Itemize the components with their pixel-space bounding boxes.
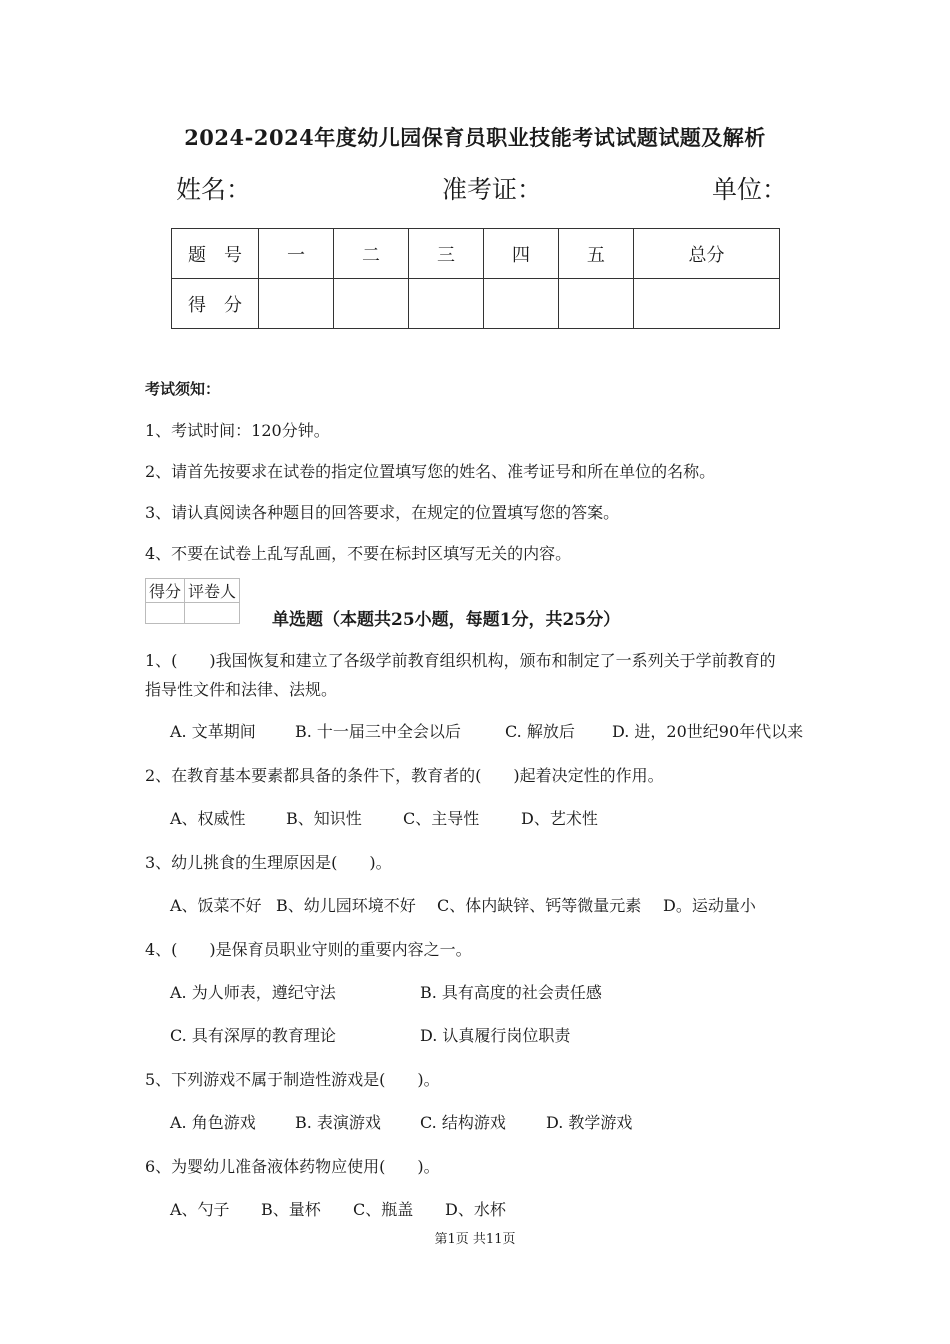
question-4-option-b[interactable]: B. 具有高度的社会责任感: [420, 983, 602, 1002]
grader-box-score-label: 得分: [146, 579, 185, 603]
question-1-option-d[interactable]: D. 进，20世纪90年代以来: [612, 722, 804, 741]
score-table: [171, 228, 780, 329]
question-6-option-b[interactable]: B、量杯: [261, 1200, 321, 1219]
question-6-option-a[interactable]: A、勺子: [170, 1200, 230, 1219]
header-cell-total: 总分: [633, 229, 779, 279]
question-6-stem: 6、为婴幼儿准备液体药物应使用( )。: [145, 1157, 440, 1176]
question-3-option-c[interactable]: C、体内缺锌、钙等微量元素: [437, 896, 642, 915]
score-cell-3[interactable]: [408, 279, 483, 329]
score-cell-2[interactable]: [333, 279, 408, 329]
question-4-option-d[interactable]: D. 认真履行岗位职责: [420, 1026, 571, 1045]
question-2-option-d[interactable]: D、艺术性: [521, 809, 598, 828]
question-1-stem-cont: 指导性文件和法律、法规。: [145, 680, 338, 699]
header-cell-question-number: 题 号: [172, 229, 259, 279]
question-1-stem: 1、( )我国恢复和建立了各级学前教育组织机构，颁布和制定了一系列关于学前教育的: [145, 651, 776, 670]
score-table-header-row: [172, 229, 780, 279]
question-4-option-c[interactable]: C. 具有深厚的教育理论: [170, 1026, 336, 1045]
question-6-option-c[interactable]: C、瓶盖: [353, 1200, 414, 1219]
score-cell-1[interactable]: [259, 279, 334, 329]
question-3-option-d[interactable]: D。运动量小: [663, 896, 756, 915]
question-4-option-a[interactable]: A. 为人师表，遵纪守法: [170, 983, 336, 1002]
question-1-option-c[interactable]: C. 解放后: [505, 722, 575, 741]
question-1-option-b[interactable]: B. 十一届三中全会以后: [295, 722, 461, 741]
grader-box-grader-label: 评卷人: [185, 579, 240, 603]
grader-box: [145, 578, 240, 624]
notes-heading: 考试须知：: [145, 380, 221, 398]
question-5-option-c[interactable]: C. 结构游戏: [420, 1113, 506, 1132]
score-cell-5[interactable]: [558, 279, 633, 329]
page-title: 2024-2024年度幼儿园保育员职业技能考试试题试题及解析: [184, 125, 766, 150]
page-footer: 第1页 共11页: [434, 1232, 516, 1247]
header-cell-4: 四: [483, 229, 558, 279]
header-cell-5: 五: [558, 229, 633, 279]
row-label-score: 得 分: [172, 279, 259, 329]
note-item: 3、请认真阅读各种题目的回答要求，在规定的位置填写您的答案。: [145, 503, 620, 522]
section-title: 单选题（本题共25小题，每题1分，共25分）: [272, 610, 621, 630]
note-item: 4、不要在试卷上乱写乱画，不要在标封区填写无关的内容。: [145, 544, 572, 563]
unit-field-label: 单位：: [712, 175, 788, 204]
score-cell-total[interactable]: [633, 279, 779, 329]
question-1-option-a[interactable]: A. 文革期间: [170, 722, 256, 741]
question-3-option-a[interactable]: A、饭菜不好: [170, 896, 262, 915]
note-item: 2、请首先按要求在试卷的指定位置填写您的姓名、准考证号和所在单位的名称。: [145, 462, 716, 481]
question-4-stem: 4、( )是保育员职业守则的重要内容之一。: [145, 940, 472, 959]
question-5-option-d[interactable]: D. 教学游戏: [546, 1113, 633, 1132]
score-table-score-row: [172, 279, 780, 329]
grader-box-score-cell[interactable]: [146, 603, 185, 624]
exam-id-field-label: 准考证：: [442, 175, 543, 204]
question-5-stem: 5、下列游戏不属于制造性游戏是( )。: [145, 1070, 440, 1089]
name-field-label: 姓名：: [176, 175, 252, 204]
question-2-stem: 2、在教育基本要素都具备的条件下，教育者的( )起着决定性的作用。: [145, 766, 664, 785]
grader-box-grader-cell[interactable]: [185, 603, 240, 624]
question-6-option-d[interactable]: D、水杯: [445, 1200, 506, 1219]
header-cell-1: 一: [259, 229, 334, 279]
question-2-option-c[interactable]: C、主导性: [403, 809, 480, 828]
note-item: 1、考试时间：120分钟。: [145, 421, 330, 440]
question-3-option-b[interactable]: B、幼儿园环境不好: [276, 896, 416, 915]
question-2-option-a[interactable]: A、权威性: [170, 809, 246, 828]
question-3-stem: 3、幼儿挑食的生理原因是( )。: [145, 853, 392, 872]
header-cell-3: 三: [408, 229, 483, 279]
question-2-option-b[interactable]: B、知识性: [286, 809, 362, 828]
question-5-option-a[interactable]: A. 角色游戏: [170, 1113, 256, 1132]
header-cell-2: 二: [333, 229, 408, 279]
question-5-option-b[interactable]: B. 表演游戏: [295, 1113, 381, 1132]
score-cell-4[interactable]: [483, 279, 558, 329]
